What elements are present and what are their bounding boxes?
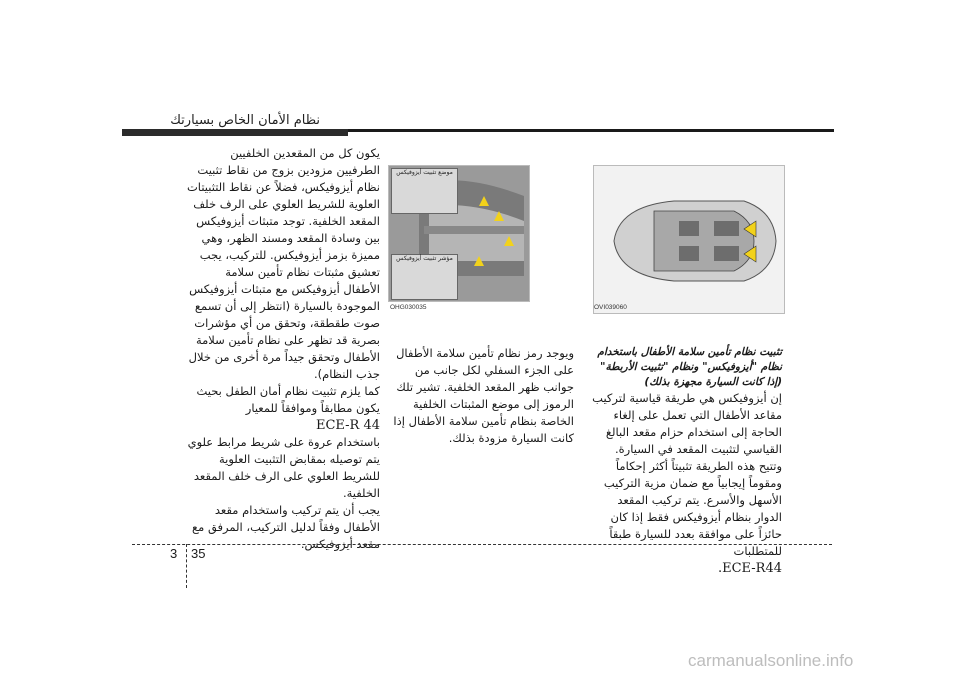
isofix-indicator-inset — [391, 254, 458, 300]
right-paragraph-1: إن أيزوفيكس هي طريقة قياسية لتركيب مقاعد الأطفال التي تعمل على إلغاء الحاجة إلى استخدام حزام مقعد البالغ القياسي لتثبيت المقعد في السيارة. وتتيح هذه الطريقة تثبيتاً أكثر إحكاماً ومقوماً إيجابياً مع ضمان مزية التركيب الأسهل والأسرع. يتم تركيب المقعد الدوار بنظام أيزوفيكس فقط إذا كان حائزاً على موافقة بعدد للسيارة طبقاً للمتطلبات — [592, 391, 782, 558]
middle-paragraph-1: ويوجد رمز نظام تأمين سلامة الأطفال على الجزء السفلي لكل جانب من جوانب ظهر المقعد الخلفية. تشير تلك الرموز إلى موضع المثبتات الخلفية الخاصة بنظام تأمين سلامة الأطفال إذا كانت السيارة مزودة بذلك. — [393, 346, 574, 445]
footer-rule — [132, 544, 832, 545]
seat-figure-code: OHG030035 — [390, 304, 427, 311]
footer-divider — [186, 544, 187, 588]
middle-text-column — [388, 345, 574, 447]
left-paragraph-3: باستخدام عروة على شريط مرابط علوي يتم توصيله بمقابض التثبيت العلوية للشريط العلوي على الرف خلف المقعد الخلفية. — [187, 435, 380, 500]
watermark: carmanualsonline.info — [688, 651, 854, 670]
page-header-title: نظام الأمان الخاص بسيارتك — [170, 113, 320, 128]
isofix-indicator-caption: مؤشر تثبيت أيزوفيكس — [396, 255, 453, 262]
right-standard-code: .ECE-R44 — [717, 561, 782, 576]
car-topview-illustration — [594, 166, 784, 313]
left-text-column — [186, 145, 380, 553]
isofix-anchor-inset — [391, 168, 458, 214]
isofix-anchor-caption: موضع تثبيت أيزوفيكس — [396, 169, 453, 176]
left-paragraph-1: يكون كل من المقعدين الخلفيين الطرفيين مزودين بزوج من نقاط تثبيت نظام أيزوفيكس، فضلاً عن نقاط التثبيتات العلوية للشريط العلوي على الرف خلف المقعد الخلفية. توجد متبثات أيزوفيكس بين وسادة المقعد ومسند الظهر، وهي مميزة بزمز أيزوفيكس. للتركيب، يجب تعشيق مثبتات نظام تأمين سلامة الأطفال أيزوفيكس مع متبثات أيزوفيكس الموجودة بالسيارة (انتظر إلى أن تسمع صوت طقطقة، وتحقق من أي مؤشرات بصرية قد تظهر على نظام تأمين سلامة الأطفال وتحقق جيداً مرة أخرى من خلال جذب النظام). — [186, 146, 380, 381]
left-paragraph-4: يجب أن يتم تركيب واستخدام مقعد الأطفال وفقاً لدليل التركيب، المرفق مع مقعد أيزوفيكس. — [192, 503, 380, 551]
car-figure-code: OVI039060 — [594, 304, 627, 311]
left-standard-code: ECE-R 44 — [315, 418, 380, 433]
chapter-number: 3 — [170, 546, 178, 561]
right-text-column — [592, 345, 782, 577]
page-number: 35 — [191, 546, 206, 561]
section-heading: تثبيت نظام تأمين سلامة الأطفال باستخدام نظام "أيزوفيكس" ونظام "تثبيت الأربطة" (إذا كانت السيارة مجهزة بذلك) — [597, 346, 782, 388]
left-paragraph-2: كما يلزم تثبيت نظام أمان الطفل بحيث يكون مطابقاً وموافقاً للمعيار — [196, 384, 380, 415]
header-rule-accent — [122, 129, 348, 136]
car-topview-figure — [593, 165, 785, 314]
rear-seat-figure — [388, 165, 530, 302]
